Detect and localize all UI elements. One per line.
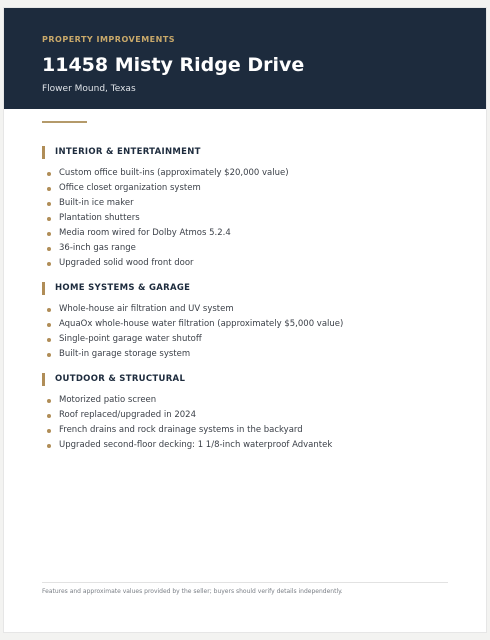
- document-page: [3, 7, 487, 633]
- bullet-dot: [47, 262, 51, 266]
- accent-divider: [42, 121, 87, 123]
- bullet-dot: [47, 414, 51, 418]
- bullet-dot: [47, 338, 51, 342]
- item-list: [42, 166, 452, 271]
- section-header: [42, 281, 452, 295]
- item-list: [42, 393, 452, 453]
- item-text: French drains and rock drainage systems in the backyard: [59, 425, 303, 435]
- item-text: Upgraded solid wood front door: [59, 258, 194, 268]
- section-outdoor: [42, 372, 452, 453]
- bullet-dot: [47, 308, 51, 312]
- list-item: [42, 347, 452, 362]
- item-text: Whole-house air filtration and UV system: [59, 304, 234, 314]
- list-item: [42, 332, 452, 347]
- bullet-dot: [47, 444, 51, 448]
- item-text: Built-in garage storage system: [59, 349, 191, 359]
- footer-disclaimer: Features and approximate values provided by the seller; buyers should verify details independently.: [42, 588, 343, 595]
- location-subtitle: Flower Mound, Texas: [42, 84, 136, 94]
- bullet-dot: [47, 247, 51, 251]
- bullet-dot: [47, 399, 51, 403]
- section-title: HOME SYSTEMS & GARAGE: [55, 283, 191, 293]
- list-item: [42, 211, 452, 226]
- list-item: [42, 438, 452, 453]
- list-item: [42, 181, 452, 196]
- section-title: OUTDOOR & STRUCTURAL: [55, 374, 186, 384]
- section-marker: [42, 282, 45, 295]
- list-item: [42, 256, 452, 271]
- footer-divider: [42, 582, 448, 583]
- list-item: [42, 408, 452, 423]
- bullet-dot: [47, 187, 51, 191]
- bullet-dot: [47, 353, 51, 357]
- list-item: [42, 423, 452, 438]
- item-text: AquaOx whole-house water filtration (approximately $5,000 value): [59, 319, 344, 329]
- bullet-dot: [47, 172, 51, 176]
- bullet-dot: [47, 323, 51, 327]
- page-title: 11458 Misty Ridge Drive: [42, 54, 305, 76]
- list-item: [42, 302, 452, 317]
- item-list: [42, 302, 452, 362]
- section-marker: [42, 373, 45, 386]
- item-text: Media room wired for Dolby Atmos 5.2.4: [59, 228, 231, 238]
- item-text: Roof replaced/upgraded in 2024: [59, 410, 196, 420]
- list-item: [42, 226, 452, 241]
- section-header: [42, 372, 452, 386]
- item-text: Single-point garage water shutoff: [59, 334, 202, 344]
- item-text: Built-in ice maker: [59, 198, 134, 208]
- item-text: Upgraded second-floor decking: 1 1/8-inch waterproof Advantek: [59, 440, 333, 450]
- bullet-dot: [47, 232, 51, 236]
- item-text: Office closet organization system: [59, 183, 201, 193]
- bullet-dot: [47, 202, 51, 206]
- list-item: [42, 317, 452, 332]
- item-text: Custom office built-ins (approximately $20,000 value): [59, 168, 289, 178]
- list-item: [42, 241, 452, 256]
- list-item: [42, 393, 452, 408]
- section-interior: [42, 145, 452, 271]
- header-banner: [4, 8, 486, 109]
- improvements-content: [42, 145, 452, 463]
- list-item: [42, 166, 452, 181]
- bullet-dot: [47, 429, 51, 433]
- item-text: 36-inch gas range: [59, 243, 136, 253]
- list-item: [42, 196, 452, 211]
- section-title: INTERIOR & ENTERTAINMENT: [55, 147, 201, 157]
- section-header: [42, 145, 452, 159]
- item-text: Plantation shutters: [59, 213, 140, 223]
- section-marker: [42, 146, 45, 159]
- bullet-dot: [47, 217, 51, 221]
- item-text: Motorized patio screen: [59, 395, 157, 405]
- section-home-systems: [42, 281, 452, 362]
- eyebrow-label: PROPERTY IMPROVEMENTS: [42, 35, 176, 44]
